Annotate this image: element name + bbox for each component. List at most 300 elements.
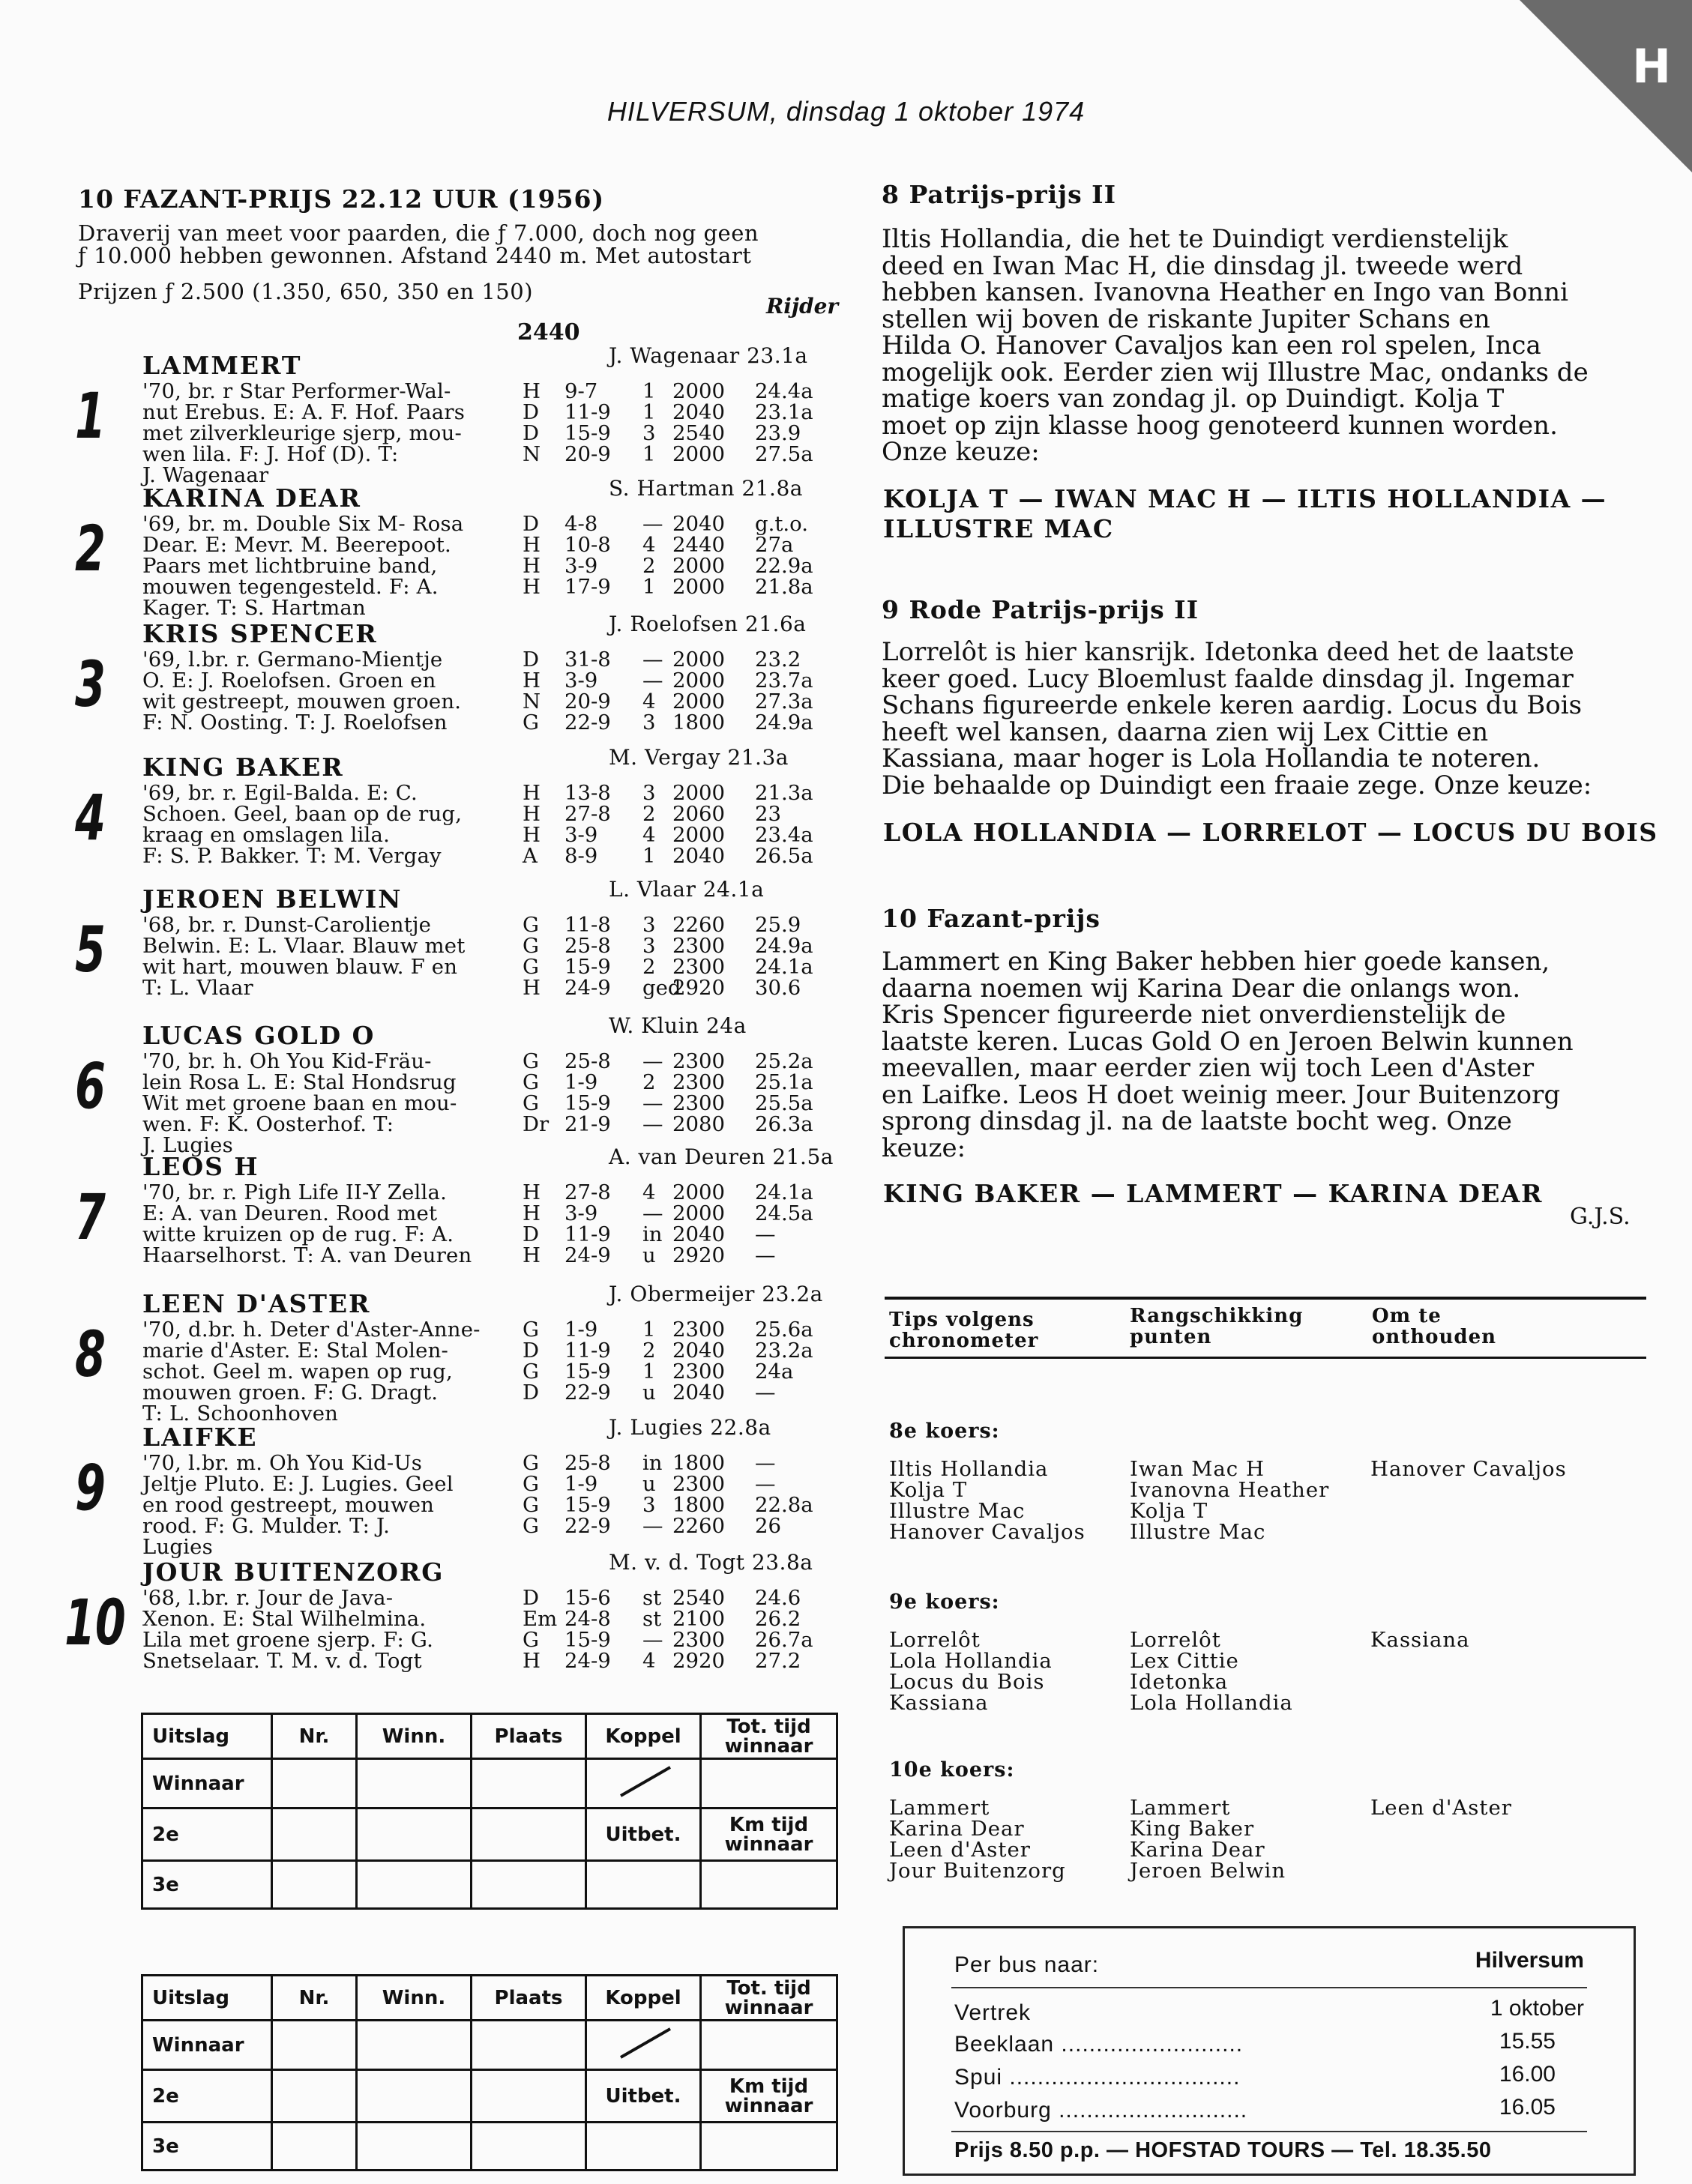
result-cell: D [523, 1586, 540, 1610]
horse-description [142, 513, 510, 618]
uitbet-label: Uitbet. [586, 1809, 701, 1861]
desc-line: T: L. Schoonhoven [142, 1402, 339, 1426]
result-cell: 2300 [672, 1472, 725, 1496]
header-line: Om te [1372, 1305, 1442, 1327]
horse-rider: J. Lugies 22.8a [609, 1415, 771, 1440]
result-cell: — [755, 1451, 776, 1475]
bus-footer: Prijs 8.50 p.p. — HOFSTAD TOURS — Tel. 18.35.50 [954, 2138, 1492, 2162]
horse-name: LUCAS GOLD O [142, 1021, 376, 1050]
result-cell: 4 [642, 1180, 656, 1204]
result-cell: D [523, 1222, 540, 1246]
cell[interactable] [586, 1861, 701, 1909]
result-cell: 2920 [672, 1649, 725, 1673]
result-cell: 15-9 [564, 1091, 611, 1115]
koers-label: 9e koers: [889, 1590, 1000, 1614]
horse-number: 2 [75, 512, 106, 585]
text-line: daarna noemen wij Karina Dear die onlangs won. [882, 973, 1521, 1004]
result-cell: 3 [642, 1493, 656, 1517]
result-cell: in [642, 1222, 663, 1246]
result-cell: G [523, 1628, 539, 1652]
tips-item: Jeroen Belwin [1130, 1859, 1286, 1883]
cell[interactable] [357, 2021, 472, 2070]
result-cell: 25.1a [755, 1070, 813, 1094]
distance-label: 2440 [517, 319, 580, 346]
result-cell: G [523, 1318, 539, 1342]
cell[interactable] [586, 2123, 701, 2171]
result-cell: 15-9 [564, 1360, 611, 1384]
section-8-text [882, 226, 1661, 466]
result-cell: 4-8 [564, 512, 598, 536]
cell[interactable] [472, 2070, 586, 2123]
result-cell: 24.6 [755, 1586, 801, 1610]
desc-line: Snetselaar. T. M. v. d. Togt [142, 1649, 422, 1673]
result-cell: 1800 [672, 1493, 725, 1517]
tips-remember-list [1370, 1797, 1512, 1818]
result-cell: 22.9a [755, 554, 813, 578]
cell[interactable] [701, 2123, 837, 2171]
desc-line: '68, br. r. Dunst-Carolientje [142, 913, 432, 937]
cell[interactable] [272, 1809, 357, 1861]
horse-number: 1 [75, 379, 106, 453]
result-cell: 1 [642, 575, 656, 599]
result-cell: H [523, 976, 541, 1000]
result-cell: 2 [642, 1070, 656, 1094]
horse-description [142, 1453, 510, 1557]
result-cell: 3 [642, 711, 656, 734]
tips-item: Lammert [889, 1796, 990, 1820]
row-3e: 3e [142, 2123, 272, 2171]
result-cell: 3 [642, 781, 656, 805]
desc-line: '70, l.br. m. Oh You Kid-Us [142, 1451, 423, 1475]
horse-rider: L. Vlaar 24.1a [609, 877, 765, 902]
result-cell: 1 [642, 844, 656, 868]
result-cell: 1-9 [564, 1070, 598, 1094]
text-line: matige koers van zondag jl. op Duindigt. Kolja T [882, 384, 1505, 414]
result-cell: G [523, 955, 539, 979]
result-cell: 27a [755, 533, 794, 557]
text-line: stellen wij boven de riskante Jupiter Schans en [882, 304, 1490, 334]
result-cell: 25.6a [755, 1318, 813, 1342]
desc-line: Belwin. E: L. Vlaar. Blauw met [142, 934, 466, 958]
desc-line: en rood gestreept, mouwen [142, 1493, 435, 1517]
tips-remember-list [1370, 1629, 1469, 1650]
result-cell: 23.2a [755, 1339, 813, 1363]
result-cell: — [642, 1201, 663, 1225]
result-cell: H [523, 802, 541, 826]
desc-line: lein Rosa L. E: Stal Hondsrug [142, 1070, 457, 1094]
tips-item: Locus du Bois [889, 1670, 1045, 1694]
desc-line: '70, br. r Star Performer-Wal- [142, 379, 451, 403]
koers-label: 10e koers: [889, 1758, 1015, 1782]
result-cell: 4 [642, 1649, 656, 1673]
result-cell: 11-8 [564, 913, 611, 937]
result-cell: 24-8 [564, 1607, 611, 1631]
desc-line: Xenon. E: Stal Wilhelmina. [142, 1607, 427, 1631]
desc-line: wen lila. F: J. Hof (D). T: [142, 442, 399, 466]
tips-chrono-list [889, 1797, 1066, 1881]
result-cell: 2920 [672, 1243, 725, 1267]
result-cell: 2000 [672, 690, 725, 714]
bus-time-2: 16.00 [1499, 2062, 1556, 2087]
horse-name: KRIS SPENCER [142, 619, 378, 648]
header-line: Rangschikking [1130, 1305, 1304, 1327]
km-tijd-label: Km tijd winnaar [701, 2070, 837, 2123]
col-plaats: Plaats [472, 1976, 586, 2021]
horse-name: JOUR BUITENZORG [142, 1557, 445, 1587]
tips-item: Lola Hollandia [1130, 1691, 1293, 1715]
col-uitslag: Uitslag [142, 1714, 272, 1759]
result-cell: — [755, 1222, 776, 1246]
result-cell: — [755, 1381, 776, 1405]
desc-line: Kager. T: S. Hartman [142, 596, 366, 620]
result-cell: 27-8 [564, 802, 611, 826]
horse-rider: J. Roelofsen 21.6a [609, 612, 807, 636]
result-cell: H [523, 823, 541, 847]
result-cell: 21.8a [755, 575, 813, 599]
result-cell: 3-9 [564, 554, 598, 578]
desc-line: E: A. van Deuren. Rood met [142, 1201, 438, 1225]
result-cell: 2 [642, 802, 656, 826]
cell[interactable] [357, 1759, 472, 1809]
result-cell: — [642, 669, 663, 693]
result-cell: 15-9 [564, 1628, 611, 1652]
result-cell: 30.6 [755, 976, 801, 1000]
corner-letter: H [1632, 39, 1671, 94]
desc-line: mouwen groen. F: G. Dragt. [142, 1381, 439, 1405]
result-cell: 23.4a [755, 823, 813, 847]
header-line: Tips volgens [889, 1309, 1035, 1331]
text-line: mogelijk ook. Eerder zien wij Illustre Mac, ondanks de [882, 357, 1589, 387]
col-plaats: Plaats [472, 1714, 586, 1759]
result-cell: 2300 [672, 1360, 725, 1384]
tips-item: Hanover Cavaljos [1370, 1457, 1567, 1481]
desc-line: J. Lugies [142, 1133, 233, 1157]
result-cell: 24.9a [755, 711, 813, 734]
text-line: laatste keren. Lucas Gold O en Jeroen Belwin kunnen [882, 1026, 1574, 1057]
horse-number: 6 [75, 1049, 106, 1123]
cell[interactable] [357, 2070, 472, 2123]
col-nr: Nr. [272, 1714, 357, 1759]
result-cell: D [523, 1381, 540, 1405]
race-prizes: Prijzen ƒ 2.500 (1.350, 650, 350 en 150) [78, 279, 534, 304]
result-cell: 23.1a [755, 400, 813, 424]
cell[interactable] [357, 2123, 472, 2171]
result-cell: 2000 [672, 781, 725, 805]
desc-line: F: N. Oosting. T: J. Roelofsen [142, 711, 448, 734]
result-cell: 2260 [672, 913, 725, 937]
result-cell: H [523, 1243, 541, 1267]
cell[interactable] [272, 2021, 357, 2070]
horse-name: KING BAKER [142, 752, 344, 782]
result-cell: 22-9 [564, 1514, 611, 1538]
horse-name: LAMMERT [142, 351, 302, 380]
cell[interactable] [472, 2021, 586, 2070]
result-cell: 3-9 [564, 823, 598, 847]
result-cell: 3-9 [564, 1201, 598, 1225]
desc-line: '70, d.br. h. Deter d'Aster-Anne- [142, 1318, 481, 1342]
tips-item: Iltis Hollandia [889, 1457, 1049, 1481]
desc-line: wen. F: K. Oosterhof. T: [142, 1112, 394, 1136]
text-line: keer goed. Lucy Bloemlust faalde dinsdag jl. Ingemar [882, 663, 1574, 694]
result-cell: 3 [642, 934, 656, 958]
result-cell: 1-9 [564, 1472, 598, 1496]
bus-date-label: Vertrek [954, 2000, 1032, 2025]
tips-item: Illustre Mac [889, 1499, 1026, 1523]
horse-rider: M. Vergay 21.3a [609, 745, 789, 770]
result-cell: 2540 [672, 1586, 725, 1610]
cell[interactable] [701, 1759, 837, 1809]
result-cell: 24.9a [755, 934, 813, 958]
desc-line: rood. F: G. Mulder. T: J. [142, 1514, 391, 1538]
result-cell: 2080 [672, 1112, 725, 1136]
cell[interactable] [472, 1759, 586, 1809]
result-cell: 27.5a [755, 442, 813, 466]
bus-stop-3: Voorburg ........................... [954, 2098, 1248, 2123]
result-cell: st [642, 1607, 662, 1631]
cell[interactable] [357, 1809, 472, 1861]
bus-time-1: 15.55 [1499, 2029, 1556, 2054]
result-cell: 23.7a [755, 669, 813, 693]
horse-number: 3 [75, 648, 106, 721]
horse-rider: W. Kluin 24a [609, 1013, 747, 1038]
horse-rider: J. Obermeijer 23.2a [609, 1282, 823, 1306]
desc-line: '69, br. m. Double Six M- Rosa [142, 512, 464, 536]
result-cell: 2920 [672, 976, 725, 1000]
header-line: onthouden [1372, 1326, 1497, 1348]
horse-name: LEEN D'ASTER [142, 1289, 371, 1318]
text-line: heeft wel kansen, daarna zien wij Lex Cittie en [882, 717, 1489, 747]
cell[interactable] [472, 1809, 586, 1861]
text-line: Lammert en King Baker hebben hier goede kansen, [882, 947, 1550, 977]
result-cell: 2040 [672, 1381, 725, 1405]
desc-line: T: L. Vlaar [142, 976, 253, 1000]
tips-item: Lex Cittie [1130, 1649, 1239, 1673]
desc-line: wit hart, mouwen blauw. F en [142, 955, 458, 979]
result-cell: G [523, 1472, 539, 1496]
text-line: Iltis Hollandia, die het te Duindigt verdienstelijk [882, 224, 1508, 254]
result-cell: 11-9 [564, 400, 611, 424]
desc-line: Haarselhorst. T: A. van Deuren [142, 1243, 472, 1267]
text-line: meevallen, maar eerder zien wij toch Leen d'Aster [882, 1053, 1535, 1083]
text-line: Lorrelôt is hier kansrijk. Idetonka deed het de laatste [882, 637, 1574, 667]
section-10-text [882, 949, 1661, 1162]
section-9-text [882, 639, 1661, 799]
pick-line: LOLA HOLLANDIA — LORRELOT — LOCUS DU BOIS [883, 818, 1658, 847]
bus-rule [951, 2131, 1587, 2132]
result-cell: 2300 [672, 1091, 725, 1115]
result-cell: 17-9 [564, 575, 611, 599]
desc-line: '69, br. r. Egil-Balda. E: C. [142, 781, 418, 805]
cell[interactable] [357, 1861, 472, 1909]
result-cell: u [642, 1472, 656, 1496]
result-cell: G [523, 1451, 539, 1475]
desc-line: O. E: J. Roelofsen. Groen en [142, 669, 436, 693]
row-3e: 3e [142, 1861, 272, 1909]
desc-line: '70, br. h. Oh You Kid-Fräu- [142, 1049, 432, 1073]
result-cell: 2440 [672, 533, 725, 557]
tips-header-remember [1372, 1306, 1496, 1348]
result-cell: 1 [642, 379, 656, 403]
result-cell: ged [642, 976, 681, 1000]
result-cell: 22-9 [564, 1381, 611, 1405]
result-cell: 13-8 [564, 781, 611, 805]
result-cell: A [523, 844, 538, 868]
horse-number: 7 [75, 1180, 106, 1254]
col-koppel: Koppel [586, 1714, 701, 1759]
result-cell: 1-9 [564, 1318, 598, 1342]
km-tijd-label: Km tijd winnaar [701, 1809, 837, 1861]
result-cell: 25.2a [755, 1049, 813, 1073]
result-cell: 2000 [672, 1201, 725, 1225]
result-cell: 25-8 [564, 1049, 611, 1073]
cell[interactable] [472, 2123, 586, 2171]
text-line: hebben kansen. Ivanovna Heather en Ingo van Bonni [882, 277, 1568, 307]
result-cell: H [523, 669, 541, 693]
cell[interactable] [701, 2021, 837, 2070]
desc-line: Lila met groene sjerp. F: G. [142, 1628, 434, 1652]
tips-item: Hanover Cavaljos [889, 1520, 1086, 1544]
result-cell: 2000 [672, 823, 725, 847]
result-cell: Em [523, 1607, 558, 1631]
horse-rider: M. v. d. Togt 23.8a [609, 1550, 813, 1575]
horse-description [142, 1587, 510, 1671]
result-cell: D [523, 512, 540, 536]
result-cell: 22-9 [564, 711, 611, 734]
cell[interactable] [472, 1861, 586, 1909]
cell[interactable] [272, 2070, 357, 2123]
horse-name: JEROEN BELWIN [142, 884, 403, 914]
desc-line: wit gestreept, mouwen groen. [142, 690, 462, 714]
result-cell: 23.9 [755, 421, 801, 445]
result-cell: D [523, 1339, 540, 1363]
result-cell: 24.5a [755, 1201, 813, 1225]
horse-description [142, 914, 510, 998]
text-line: sprong dinsdag jl. na de laatste bocht weg. Onze [882, 1106, 1512, 1136]
result-cell: 2060 [672, 802, 725, 826]
header-line: punten [1130, 1326, 1212, 1348]
section-10-pick [883, 1179, 1543, 1209]
row-winnaar: Winnaar [142, 1759, 272, 1809]
desc-line: Jeltje Pluto. E: J. Lugies. Geel [142, 1472, 454, 1496]
tips-header-chrono [889, 1309, 1038, 1351]
col-uitslag: Uitslag [142, 1976, 272, 2021]
result-cell: 2300 [672, 1318, 725, 1342]
result-cell: — [642, 1628, 663, 1652]
result-cell: D [523, 421, 540, 445]
rider-label: Rijder [766, 294, 839, 319]
text-line: Die behaalde op Duindigt een fraaie zege. Onze keuze: [882, 770, 1592, 800]
result-cell: H [523, 379, 541, 403]
result-cell: st [642, 1586, 662, 1610]
result-cell: — [642, 1514, 663, 1538]
result-cell: 15-9 [564, 1493, 611, 1517]
bus-stop-2: Spui ................................. [954, 2065, 1241, 2090]
result-table-1 [141, 1713, 838, 1910]
horse-description [142, 649, 510, 733]
section-9-pick [883, 818, 1658, 848]
result-cell: 26.3a [755, 1112, 813, 1136]
desc-line: '69, l.br. r. Germano-Mientje [142, 648, 443, 672]
desc-line: '68, l.br. r. Jour de Java- [142, 1586, 394, 1610]
diagonal-slash-icon [598, 1760, 688, 1802]
result-cell: G [523, 934, 539, 958]
result-cell: 25.9 [755, 913, 801, 937]
desc-line: '70, br. r. Pigh Life II-Y Zella. [142, 1180, 448, 1204]
result-cell: H [523, 533, 541, 557]
result-cell: G [523, 1360, 539, 1384]
result-cell: 2000 [672, 575, 725, 599]
tips-item: Lorrelôt [1130, 1628, 1221, 1652]
result-cell: H [523, 1180, 541, 1204]
cell[interactable] [272, 1861, 357, 1909]
result-cell: H [523, 575, 541, 599]
result-cell: D [523, 400, 540, 424]
result-cell: 20-9 [564, 442, 611, 466]
row-2e: 2e [142, 1809, 272, 1861]
horse-number: 8 [75, 1318, 106, 1391]
result-cell: 2040 [672, 1339, 725, 1363]
text-line: Onze keuze: [882, 437, 1040, 467]
result-cell: 20-9 [564, 690, 611, 714]
tips-points-list [1130, 1797, 1286, 1881]
result-cell: 23.2 [755, 648, 801, 672]
result-cell: 2300 [672, 934, 725, 958]
cell[interactable] [701, 1861, 837, 1909]
text-line: moet op zijn klasse hoog genoteerd kunnen worden. [882, 410, 1558, 441]
section-8-pick [883, 484, 1607, 544]
desc-line: nut Erebus. E: A. F. Hof. Paars [142, 400, 466, 424]
bus-title: Per bus naar: [954, 1952, 1100, 1977]
col-winn: Winn. [357, 1976, 472, 2021]
result-cell: 31-8 [564, 648, 611, 672]
bus-date: 1 oktober [1490, 1996, 1584, 2021]
result-cell: u [642, 1381, 656, 1405]
cell[interactable] [272, 2123, 357, 2171]
tips-item: Kassiana [1370, 1628, 1470, 1652]
cell[interactable] [272, 1759, 357, 1809]
horse-name: LAIFKE [142, 1423, 258, 1452]
diagonal-slash-icon [598, 2021, 688, 2063]
koers-label: 8e koers: [889, 1420, 1000, 1443]
result-cell: 11-9 [564, 1222, 611, 1246]
result-cell: in [642, 1451, 663, 1475]
result-cell: 24-9 [564, 976, 611, 1000]
result-cell: 21.3a [755, 781, 813, 805]
result-cell: 23 [755, 802, 781, 826]
result-cell: — [642, 1112, 663, 1136]
result-cell: 2 [642, 1339, 656, 1363]
desc-line: Dear. E: Mevr. M. Beerepoot. [142, 533, 451, 557]
horse-description [142, 1182, 510, 1266]
result-cell: Dr [523, 1112, 550, 1136]
horse-name: KARINA DEAR [142, 483, 361, 513]
bus-rule [951, 1987, 1587, 1988]
result-cell: 1 [642, 1360, 656, 1384]
tips-top-rule [885, 1297, 1646, 1300]
result-cell: 27.2 [755, 1649, 801, 1673]
result-cell: 2300 [672, 1070, 725, 1094]
tips-chrono-list [889, 1629, 1053, 1713]
result-cell: 15-9 [564, 421, 611, 445]
horse-number: 5 [75, 913, 106, 986]
desc-line: F: S. P. Bakker. T: M. Vergay [142, 844, 442, 868]
result-cell: G [523, 913, 539, 937]
result-cell: 2300 [672, 955, 725, 979]
section-9-title: 9 Rode Patrijs-prijs II [882, 595, 1199, 624]
result-cell: 2000 [672, 669, 725, 693]
result-cell: 2300 [672, 1628, 725, 1652]
section-8-title: 8 Patrijs-prijs II [882, 180, 1117, 209]
